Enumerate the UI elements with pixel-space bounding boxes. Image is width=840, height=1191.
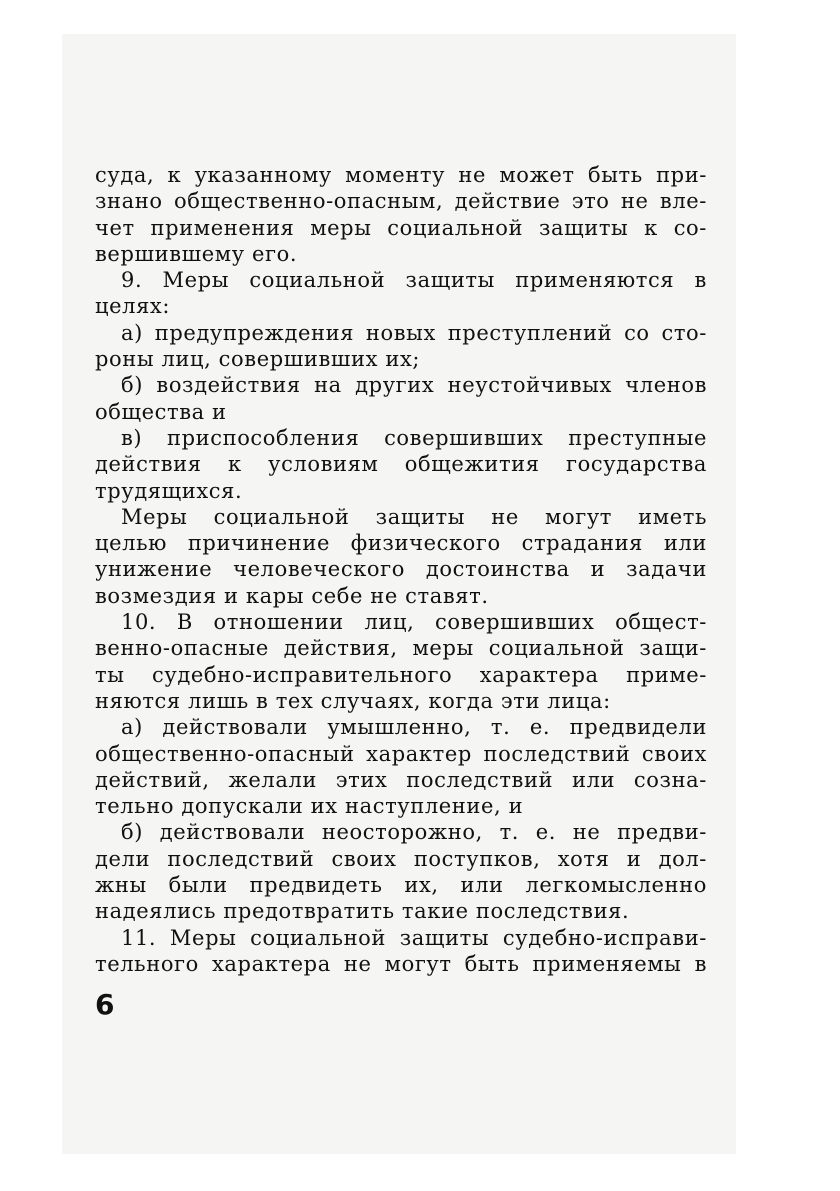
text-line: чет применения меры социальной защиты к со- <box>95 215 707 240</box>
text-line: общества и <box>95 399 227 424</box>
text-line: 10. В отношении лиц, совершивших общест- <box>121 610 707 635</box>
text-line: унижение человеческого достоинства и задачи <box>95 557 707 582</box>
text-line: целью причинение физического страдания или <box>95 531 707 556</box>
text-line: суда, к указанному моменту не может быть при- <box>95 163 707 187</box>
text-line: целях: <box>95 294 171 319</box>
text-line: дели последствий своих поступков, хотя и дол- <box>95 846 707 871</box>
text-line: в) приспособления совершивших преступные <box>121 425 707 450</box>
body-text <box>95 162 707 977</box>
text-line: венно-опасные действия, меры социальной защи- <box>95 636 707 661</box>
text-line: тельно допускали их наступление, и <box>95 794 524 819</box>
text-line: трудящихся. <box>95 478 243 503</box>
text-line: вершившему его. <box>95 241 298 266</box>
page-number: 6 <box>95 988 115 1021</box>
text-line: роны лиц, совершивших их; <box>95 347 421 372</box>
text-line: возмездия и кары себе не ставят. <box>95 583 489 608</box>
text-line: тельного характера не могут быть применяемы в <box>95 951 707 976</box>
text-line: действий, желали этих последствий или созна- <box>95 767 707 792</box>
text-line: общественно-опасный характер последствий своих <box>95 741 707 766</box>
text-line: жны были предвидеть их, или легкомысленно <box>95 873 707 898</box>
text-line: Меры социальной защиты не могут иметь <box>121 504 707 529</box>
text-line: ты судебно-исправительного характера приме- <box>95 662 707 687</box>
text-line: 11. Меры социальной защиты судебно-исправи- <box>121 925 707 950</box>
text-line: знано общественно-опасным, действие это не вле- <box>95 189 707 214</box>
text-line: надеялись предотвратить такие последствия. <box>95 899 630 924</box>
text-line: 9. Меры социальной защиты применяются в <box>121 268 707 293</box>
text-line: няются лишь в тех случаях, когда эти лица: <box>95 688 611 713</box>
text-line: действия к условиям общежития государства <box>95 452 707 477</box>
text-line: б) действовали неосторожно, т. е. не предви- <box>121 820 707 845</box>
text-line: б) воздействия на других неустойчивых членов <box>121 373 707 398</box>
text-line: а) предупреждения новых преступлений со сто- <box>121 320 707 345</box>
text-line: а) действовали умышленно, т. е. предвидели <box>121 715 707 740</box>
